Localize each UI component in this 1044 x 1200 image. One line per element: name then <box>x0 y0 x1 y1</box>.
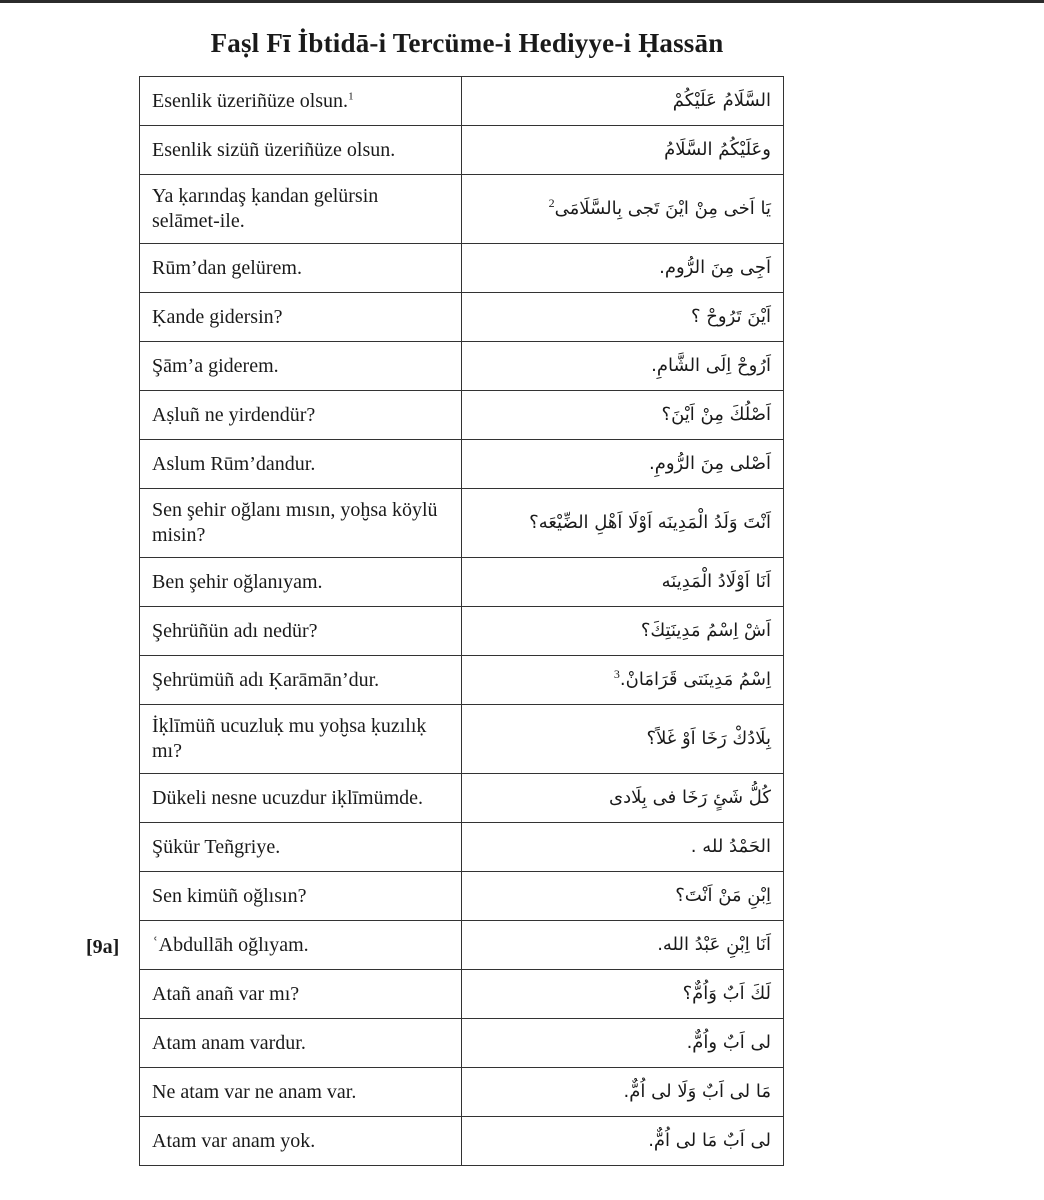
turkish-text-cell <box>140 126 462 175</box>
turkish-text-cell <box>140 342 462 391</box>
arabic-text: اَشْ اِسْمُ مَدِينَتِكَ؟ <box>640 620 771 641</box>
footnote-marker: 2 <box>548 196 555 210</box>
turkish-text-cell <box>140 607 462 656</box>
footnote-marker: 3 <box>613 667 620 681</box>
arabic-text-cell <box>462 440 784 489</box>
table-row <box>140 293 784 342</box>
turkish-text: Şehrümüñ adı Ḳarāmān’dur. <box>152 668 380 691</box>
turkish-text-cell <box>140 970 462 1019</box>
turkish-text: Ben şehir oğlanıyam. <box>152 570 323 593</box>
table-row <box>140 656 784 705</box>
footnote-marker: 1 <box>348 89 354 102</box>
turkish-text: ʿAbdullāh oğlıyam. <box>152 933 309 956</box>
turkish-text: Şehrüñün adı nedür? <box>152 619 318 642</box>
turkish-text-cell <box>140 656 462 705</box>
arabic-text: اَيْنَ تَرُوحْ ؟ <box>691 306 771 327</box>
turkish-text-cell <box>140 872 462 921</box>
arabic-text-cell <box>462 1068 784 1117</box>
turkish-text-cell <box>140 1117 462 1166</box>
table-row <box>140 1068 784 1117</box>
table-body <box>140 77 784 1166</box>
arabic-text: كُلُّ شَئٍ رَخَا فى بِلَادى <box>609 787 771 808</box>
turkish-text: İḳlīmüñ ucuzluḳ mu yoḫsa ḳuzılıḳ mı? <box>152 715 427 762</box>
top-rule <box>0 0 1044 3</box>
turkish-text-cell <box>140 293 462 342</box>
arabic-text-cell <box>462 872 784 921</box>
turkish-text-cell <box>140 1019 462 1068</box>
turkish-text-cell <box>140 558 462 607</box>
turkish-text-cell <box>140 823 462 872</box>
turkish-text-cell <box>140 175 462 244</box>
turkish-text-cell <box>140 1068 462 1117</box>
turkish-text-cell <box>140 391 462 440</box>
arabic-text-cell <box>462 921 784 970</box>
turkish-text: Atañ anañ var mı? <box>152 982 300 1005</box>
arabic-text: السَّلَامُ عَلَيْكُمْ <box>672 90 771 111</box>
table-row <box>140 774 784 823</box>
turkish-text: Atam anam vardur. <box>152 1031 306 1054</box>
turkish-text: Rūm’dan gelürem. <box>152 256 302 279</box>
arabic-text-cell <box>462 774 784 823</box>
arabic-text: مَا لى اَبٌ وَلَا لى اُمٌّ. <box>623 1081 771 1102</box>
table-row <box>140 440 784 489</box>
turkish-text: Sen kimüñ oğlısın? <box>152 884 307 907</box>
arabic-text: الحَمْدُ لله . <box>690 836 771 857</box>
turkish-text: Sen şehir oğlanı mısın, yoḫsa köylü misin? <box>152 499 438 546</box>
arabic-text-cell <box>462 1117 784 1166</box>
turkish-text: Atam var anam yok. <box>152 1129 316 1152</box>
turkish-text: Esenlik sizüñ üzeriñüze olsun. <box>152 138 396 161</box>
arabic-text-cell <box>462 77 784 126</box>
turkish-text-cell <box>140 705 462 774</box>
table-row <box>140 607 784 656</box>
table-row <box>140 558 784 607</box>
turkish-text: Aṣluñ ne yirdendür? <box>152 403 316 426</box>
arabic-text-cell <box>462 705 784 774</box>
turkish-text: Ne atam var ne anam var. <box>152 1080 357 1103</box>
arabic-text: اَرُوحْ اِلَى الشَّامِ. <box>651 355 771 376</box>
page-title: Faṣl Fī İbtidā-i Tercüme-i Hediyye-i Ḥassān <box>210 28 724 58</box>
arabic-text: لَكَ اَبٌ وَاُمٌّ؟ <box>682 983 771 1004</box>
table-row <box>140 872 784 921</box>
turkish-text: Dükeli nesne ucuzdur iḳlīmümde. <box>152 786 424 809</box>
arabic-text: لى اَبٌ واُمٌّ. <box>686 1032 771 1053</box>
table-row <box>140 1019 784 1068</box>
arabic-text: بِلَادُكْ رَخَا اَوْ غَلاً؟ <box>646 728 771 749</box>
table-row <box>140 823 784 872</box>
arabic-text: اَصْلُكَ مِنْ اَيْنَ؟ <box>661 404 771 425</box>
arabic-text-cell <box>462 342 784 391</box>
arabic-text-cell <box>462 175 784 244</box>
table-row <box>140 77 784 126</box>
arabic-text-cell <box>462 1019 784 1068</box>
arabic-text-cell <box>462 823 784 872</box>
arabic-text-cell <box>462 656 784 705</box>
arabic-text-cell <box>462 244 784 293</box>
arabic-text-cell <box>462 293 784 342</box>
turkish-text-cell <box>140 774 462 823</box>
arabic-text: اَنْتَ وَلَدُ الْمَدِينَه اَوْلَا اَهْلِ الضِّيْعَه؟ <box>529 512 771 533</box>
turkish-text: Şükür Teñgriye. <box>152 835 281 858</box>
table-row <box>140 921 784 970</box>
table-row <box>140 970 784 1019</box>
turkish-text-cell <box>140 440 462 489</box>
arabic-text: يَا اَخى مِنْ ايْنَ تَجى بِالسَّلَامَى <box>554 198 771 219</box>
arabic-text: اِبْنِ مَنْ اَنْتَ؟ <box>675 885 771 906</box>
table-row <box>140 244 784 293</box>
table-row <box>140 705 784 774</box>
table-row <box>140 489 784 558</box>
turkish-text: Şām’a giderem. <box>152 354 279 377</box>
turkish-text-cell <box>140 244 462 293</box>
turkish-text: Aslum Rūm’dandur. <box>152 452 316 475</box>
folio-marker: [9a] <box>86 936 120 958</box>
turkish-text: Esenlik üzeriñüze olsun. <box>152 89 349 112</box>
turkish-text: Ḳande gidersin? <box>152 305 283 328</box>
arabic-text-cell <box>462 607 784 656</box>
arabic-text-cell <box>462 391 784 440</box>
table-row <box>140 342 784 391</box>
arabic-text: وعَلَيْكُمُ السَّلَامُ <box>664 139 771 160</box>
arabic-text: اِسْمُ مَدِينَتى قَرَامَانْ. <box>619 669 771 690</box>
arabic-text: لى اَبٌ مَا لى اُمٌّ. <box>648 1130 771 1151</box>
table-row <box>140 1117 784 1166</box>
turkish-text-cell <box>140 77 462 126</box>
table-row <box>140 175 784 244</box>
arabic-text: اَنَا اِبْنِ عَبْدُ الله. <box>657 934 771 955</box>
arabic-text-cell <box>462 489 784 558</box>
arabic-text-cell <box>462 126 784 175</box>
arabic-text: اَصْلى مِنَ الرُّومِ. <box>648 453 771 474</box>
arabic-text-cell <box>462 558 784 607</box>
arabic-text: اَجِى مِنَ الرُّوم. <box>659 257 771 278</box>
turkish-text-cell <box>140 921 462 970</box>
turkish-text-cell <box>140 489 462 558</box>
arabic-text-cell <box>462 970 784 1019</box>
turkish-text: Ya ḳarındaş ḳandan gelürsin selāmet-ile. <box>152 185 379 232</box>
table-row <box>140 126 784 175</box>
arabic-text: اَنَا اَوْلَادُ الْمَدِينَه <box>661 571 771 592</box>
table-row <box>140 391 784 440</box>
bilingual-text-table <box>139 76 784 1166</box>
